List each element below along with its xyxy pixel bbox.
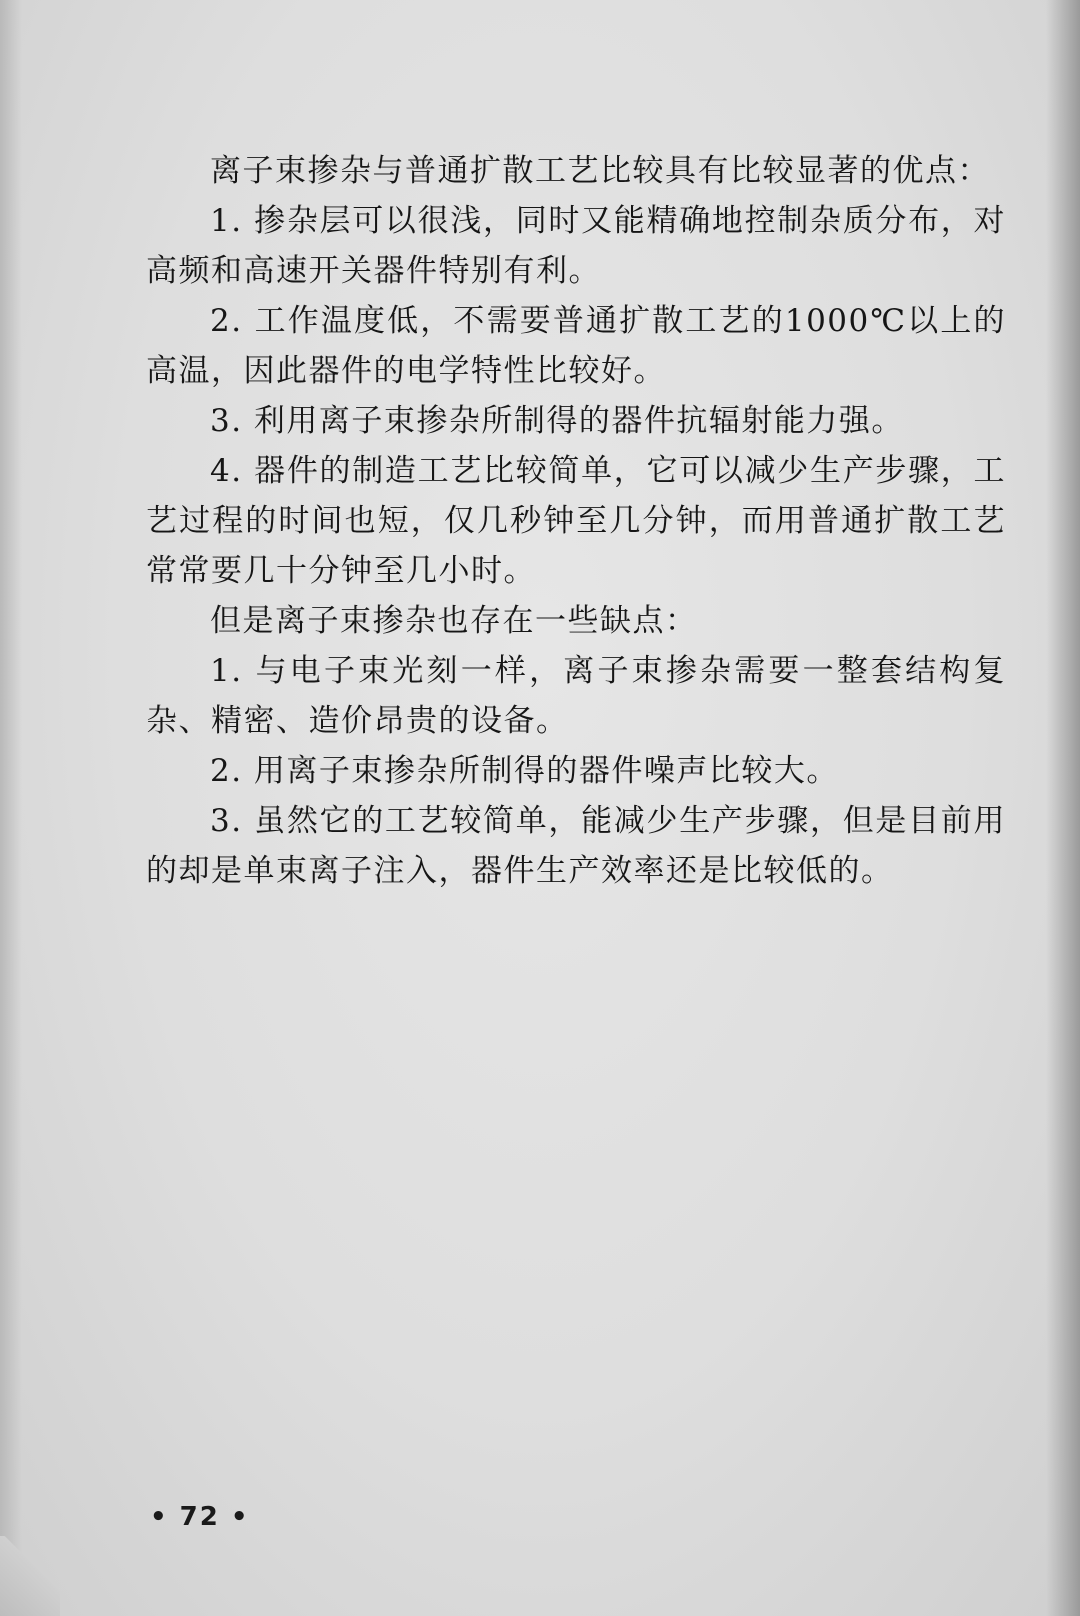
disadvantage-item: 2. 用离子束掺杂所制得的器件噪声比较大。 <box>210 753 839 789</box>
advantage-item: 3. 利用离子束掺杂所制得的器件抗辐射能力强。 <box>210 403 904 439</box>
disadvantages-intro: 但是离子束掺杂也存在一些缺点： <box>210 603 698 639</box>
advantage-item: 1. 掺杂层可以很浅，同时又能精确地控制杂质分布，对高频和高速开关器件特别有利。 <box>146 203 1006 289</box>
disadvantage-item: 3. 虽然它的工艺较简单，能减少生产步骤，但是目前用的却是单束离子注入，器件生产效率还是比较低的。 <box>146 803 1006 889</box>
scan-edge-left <box>0 0 22 1616</box>
body-text <box>146 146 1006 896</box>
advantage-item: 2. 工作温度低，不需要普通扩散工艺的1000℃以上的高温，因此器件的电学特性比较好。 <box>146 303 1006 389</box>
advantage-item: 4. 器件的制造工艺比较简单，它可以减少生产步骤，工艺过程的时间也短，仅几秒钟至几分钟，而用普通扩散工艺常常要几十分钟至几小时。 <box>146 453 1006 589</box>
page-number: • 72 • <box>150 1502 250 1532</box>
advantages-intro: 离子束掺杂与普通扩散工艺比较具有比较显著的优点： <box>210 153 990 189</box>
scan-edge-right <box>1046 0 1080 1616</box>
page-corner <box>0 1536 60 1616</box>
disadvantage-item: 1. 与电子束光刻一样，离子束掺杂需要一整套结构复杂、精密、造价昂贵的设备。 <box>146 653 1006 739</box>
